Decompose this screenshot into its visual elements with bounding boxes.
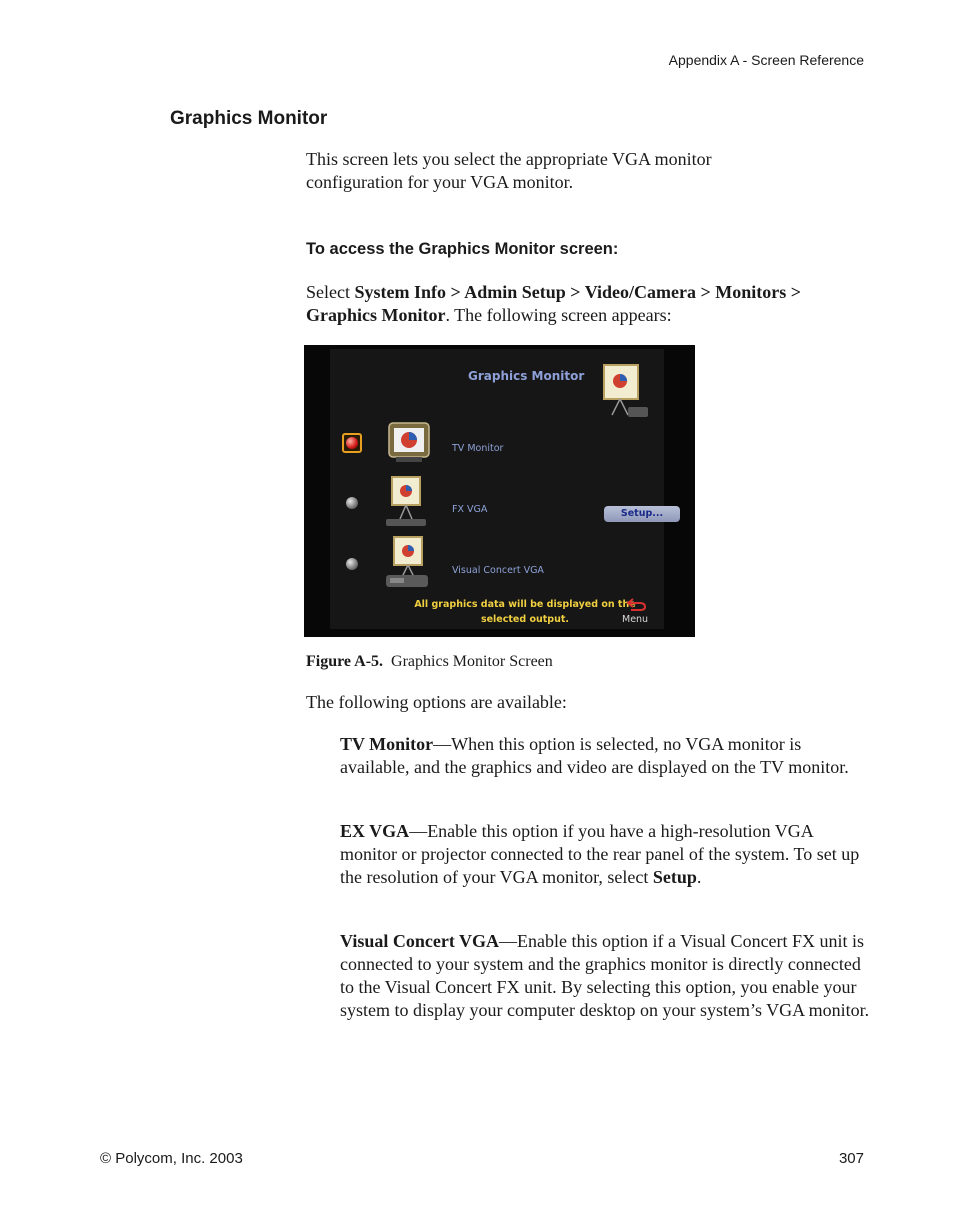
- screen-message-line1: All graphics data will be displayed on the: [414, 599, 636, 610]
- page-number: 307: [838, 1150, 864, 1167]
- figure-label: Figure A-5.: [306, 653, 384, 670]
- option-text: —When this option is selected, no VGA monitor is available, and the graphics and video are displayed on the TV monitor.: [340, 734, 849, 777]
- visual-concert-vga-label[interactable]: Visual Concert VGA: [452, 565, 544, 576]
- setup-button[interactable]: Setup...: [604, 506, 680, 522]
- option-end: .: [696, 867, 702, 887]
- screen-message-line2: selected output.: [480, 614, 570, 625]
- visual-concert-vga-radio[interactable]: [346, 558, 358, 570]
- figure-title: Graphics Monitor Screen: [391, 653, 553, 670]
- screen-title: Graphics Monitor: [468, 369, 585, 383]
- intro-paragraph: This screen lets you select the appropriate VGA monitor configuration for your VGA monitor.: [306, 149, 712, 192]
- option-text: —Enable this option if a Visual Concert FX unit is connected to your system and the graphics monitor is directly connected to the Visual Concert FX unit. By selecting this option, you enable your system to display your computer desktop on your system’s VGA monitor.: [340, 931, 870, 1020]
- procedure-step: [306, 281, 872, 327]
- visual-concert-vga-icon: [382, 533, 438, 593]
- option-setup-term: Setup: [652, 867, 697, 887]
- screenshot-panel: [330, 349, 664, 629]
- options-intro: The following options are available:: [306, 692, 567, 712]
- tv-monitor-radio[interactable]: [342, 433, 362, 453]
- section-title: Graphics Monitor: [170, 108, 328, 129]
- option-text: —Enable this option if you have a high-resolution VGA monitor or projector connected to the rear panel of the system. To set up the resolution of your VGA monitor, select: [340, 821, 860, 887]
- menu-path: System Info > Admin Setup > Video/Camera > Monitors > Graphics Monitor: [306, 282, 802, 325]
- tv-monitor-label[interactable]: TV Monitor: [452, 443, 504, 454]
- screen-message: [410, 597, 640, 627]
- fx-vga-radio[interactable]: [346, 497, 358, 509]
- figure-caption: [306, 653, 553, 671]
- option-term: EX VGA: [340, 821, 410, 841]
- back-arrow-icon[interactable]: [626, 596, 648, 612]
- option-term: Visual Concert VGA: [340, 931, 499, 951]
- running-header: Appendix A - Screen Reference: [668, 52, 864, 68]
- option-description: [340, 733, 870, 779]
- footer-copyright: © Polycom, Inc. 2003: [100, 1150, 243, 1167]
- menu-label[interactable]: Menu: [622, 614, 649, 625]
- tv-monitor-icon: [386, 415, 432, 465]
- procedure-prefix: Select: [306, 282, 355, 302]
- fx-vga-icon: [382, 473, 436, 531]
- option-description: [340, 930, 870, 1022]
- option-description: [340, 820, 870, 889]
- option-term: TV Monitor: [340, 734, 434, 754]
- procedure-suffix: . The following screen appears:: [445, 305, 672, 325]
- fx-vga-label[interactable]: FX VGA: [452, 504, 488, 515]
- radio-selected-dot: [346, 437, 358, 449]
- graphics-monitor-screenshot: [304, 345, 695, 637]
- procedure-heading: To access the Graphics Monitor screen:: [306, 240, 619, 258]
- projector-screen-icon: [598, 359, 654, 421]
